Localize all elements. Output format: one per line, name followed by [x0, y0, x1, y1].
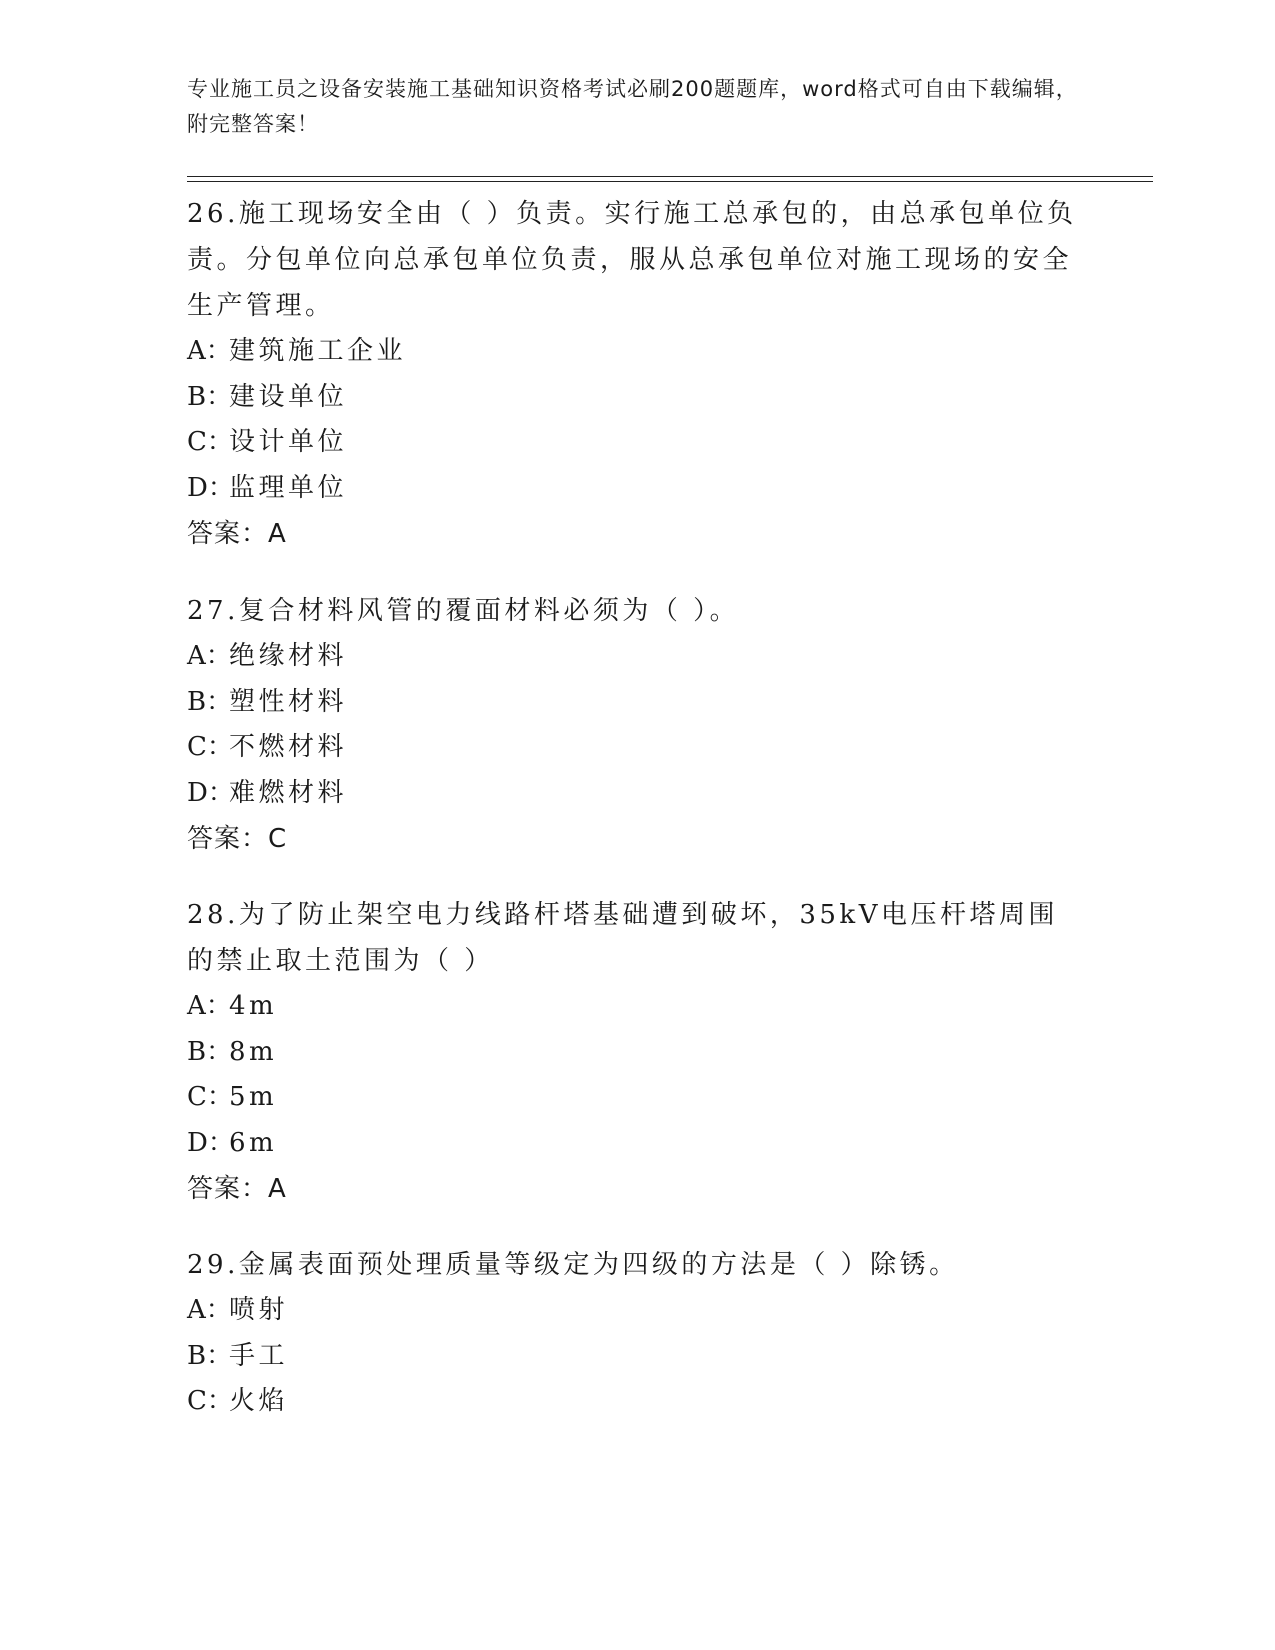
question-26 [187, 191, 1087, 557]
option-d [187, 466, 1087, 512]
header-divider-top [187, 176, 1153, 177]
question-stem: 29.金属表面预处理质量等级定为四级的方法是（ ）除锈。 [187, 1250, 959, 1280]
option-text: 8m [229, 1036, 278, 1067]
option-text: 塑性材料 [229, 686, 348, 717]
answer: 答案：A [187, 519, 287, 549]
option-text: 4m [229, 991, 278, 1021]
option-a [187, 1288, 1087, 1334]
option-letter: B： [187, 686, 233, 717]
option-a [187, 329, 1087, 375]
option-letter: A： [187, 336, 232, 366]
option-letter: B： [187, 381, 233, 412]
question-stem: 28.为了防止架空电力线路杆塔基础遭到破坏，35kV电压杆塔周围的禁止取土范围为（ ） [187, 900, 1058, 976]
option-letter: A： [187, 641, 232, 671]
header-divider-bottom [187, 181, 1153, 182]
option-c [187, 1075, 1087, 1121]
option-letter: A： [187, 991, 232, 1021]
option-text: 喷射 [229, 1295, 289, 1325]
option-text: 监理单位 [229, 472, 348, 503]
option-c [187, 1379, 1087, 1425]
answer: 答案：C [187, 824, 288, 854]
option-letter: D： [187, 777, 234, 808]
option-a [187, 634, 1087, 680]
option-text: 手工 [229, 1340, 289, 1371]
option-b [187, 1030, 1087, 1076]
option-text: 难燃材料 [229, 777, 348, 808]
question-stem: 26.施工现场安全由（ ）负责。实行施工总承包的，由总承包单位负责。分包单位向总承包单位负责，服从总承包单位对施工现场的安全生产管理。 [187, 199, 1077, 321]
question-29 [187, 1242, 1087, 1425]
option-letter: C： [187, 427, 233, 457]
question-stem: 27.复合材料风管的覆面材料必须为（ ）。 [187, 596, 740, 626]
option-letter: B： [187, 1340, 233, 1371]
question-27 [187, 588, 1087, 862]
question-28 [187, 892, 1087, 1212]
answer: 答案：A [187, 1174, 287, 1204]
option-text: 设计单位 [229, 427, 348, 457]
option-c [187, 725, 1087, 771]
option-text: 5m [229, 1082, 278, 1112]
option-b [187, 375, 1087, 421]
option-d [187, 771, 1087, 817]
option-letter: A： [187, 1295, 232, 1325]
option-letter: C： [187, 1386, 233, 1416]
option-text: 建设单位 [229, 381, 348, 412]
option-a [187, 984, 1087, 1030]
option-letter: C： [187, 1082, 233, 1112]
option-text: 火焰 [229, 1386, 289, 1416]
option-text: 6m [229, 1127, 278, 1158]
option-letter: D： [187, 472, 234, 503]
option-c [187, 420, 1087, 466]
option-letter: B： [187, 1036, 233, 1067]
document-header: 专业施工员之设备安装施工基础知识资格考试必刷200题题库，word格式可自由下载编辑，附完整答案！ [187, 77, 1078, 136]
option-d [187, 1121, 1087, 1167]
option-letter: D： [187, 1127, 234, 1158]
option-b [187, 680, 1087, 726]
option-text: 绝缘材料 [229, 641, 348, 671]
option-b [187, 1334, 1087, 1380]
option-letter: C： [187, 732, 233, 762]
option-text: 不燃材料 [229, 732, 348, 762]
option-text: 建筑施工企业 [229, 336, 407, 366]
